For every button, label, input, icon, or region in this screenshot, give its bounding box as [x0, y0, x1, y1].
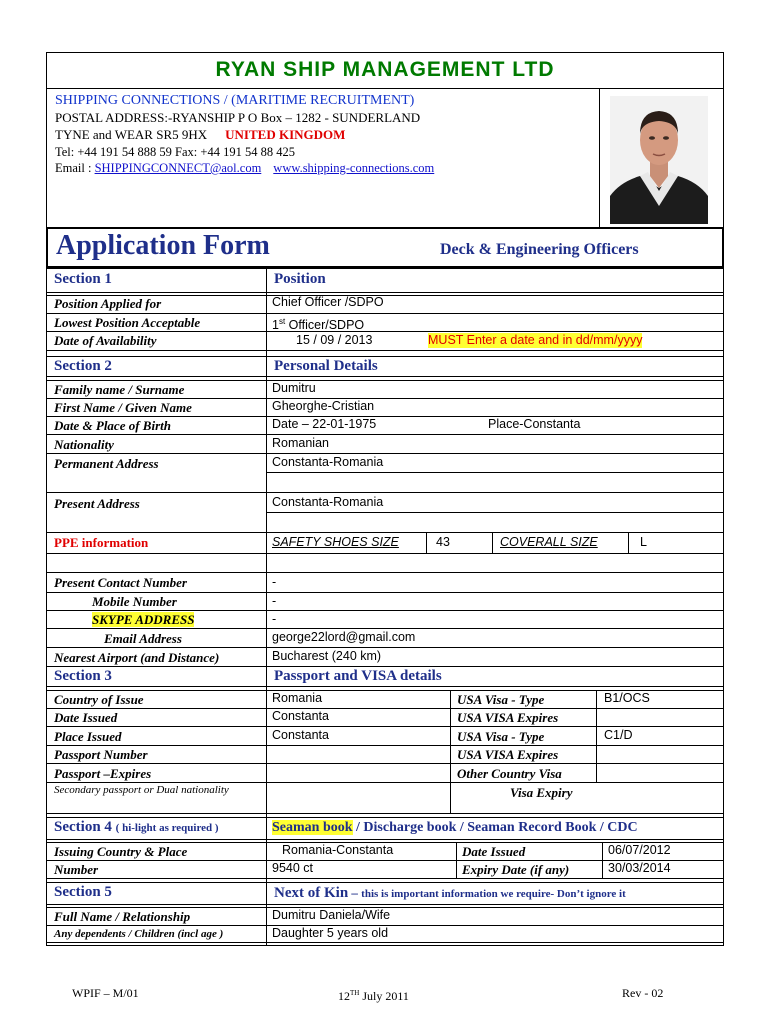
birth-place-value[interactable]: Place-Constanta: [488, 417, 581, 431]
position-applied-label: Position Applied for: [54, 296, 162, 311]
ppe-divider-3: [628, 532, 629, 553]
company-name: RYAN SHIP MANAGEMENT LTD: [215, 58, 555, 81]
availability-note: MUST Enter a date and in dd/mm/yyyy: [428, 333, 643, 347]
place-issued-label: Place Issued: [54, 729, 122, 744]
date-issued-label: Date Issued: [54, 710, 118, 725]
rule: [46, 745, 724, 746]
contact-number-label: Present Contact Number: [54, 575, 187, 590]
s4-divider-b: [602, 842, 603, 878]
present-address-value[interactable]: Constanta-Romania: [272, 495, 384, 509]
photo-divider: [599, 88, 600, 228]
usa-visa-type2-label: USA Visa - Type: [457, 729, 545, 744]
rule: [46, 380, 724, 381]
rule: [46, 376, 724, 377]
header-line4: Tel: +44 191 54 888 59 Fax: +44 191 54 88 425: [55, 145, 295, 159]
applicant-photo: [610, 96, 708, 224]
country-issue-value[interactable]: Romania: [272, 691, 323, 705]
section5-title-text: Next of Kin: [274, 885, 349, 901]
s4-divider-a: [456, 842, 457, 878]
book-date-issued-value[interactable]: 06/07/2012: [608, 843, 671, 857]
s3-divider-b: [596, 690, 597, 782]
section5-dash: –: [348, 885, 362, 900]
rule: [46, 610, 724, 611]
header-line1: SHIPPING CONNECTIONS / (MARITIME RECRUITMENT): [55, 93, 415, 108]
visa-expiry-label: Visa Expiry: [510, 785, 573, 800]
airport-label: Nearest Airport (and Distance): [54, 650, 220, 665]
footer-date-day: 12: [338, 989, 350, 1003]
rule: [46, 878, 724, 879]
lowest-position-label: Lowest Position Acceptable: [54, 315, 201, 330]
label-column-divider: [266, 268, 267, 946]
email-address-value[interactable]: george22lord@gmail.com: [272, 630, 416, 644]
header-line3: [55, 127, 345, 142]
footer-form-code: WPIF – M/01: [72, 986, 139, 1000]
email-link[interactable]: SHIPPINGCONNECT@aol.com: [94, 161, 262, 175]
issuing-country-label: Issuing Country & Place: [54, 844, 188, 859]
section5-note: this is important information we require- Don’t ignore it: [361, 888, 626, 900]
nationality-value[interactable]: Romanian: [272, 436, 329, 450]
lowest-position-rest: Officer/SDPO: [285, 318, 365, 333]
first-name-label: First Name / Given Name: [54, 400, 192, 415]
rule: [46, 839, 724, 840]
lowest-position-value[interactable]: [272, 314, 364, 333]
rule: [46, 416, 724, 417]
issuing-country-value[interactable]: Romania-Constanta: [282, 843, 394, 857]
present-address-label: Present Address: [54, 496, 140, 511]
airport-value[interactable]: Bucharest (240 km): [272, 649, 382, 663]
section4-books: [272, 820, 638, 836]
section4-heading: [54, 820, 219, 836]
email-address-label: Email Address: [104, 631, 182, 646]
section5-title: [274, 885, 626, 902]
rule: [46, 292, 724, 293]
rule: [46, 492, 724, 493]
form-subtitle: Deck & Engineering Officers: [440, 241, 639, 258]
usa-visa-type2-value[interactable]: C1/D: [604, 728, 633, 742]
header-line5: [55, 161, 434, 176]
permanent-address-value[interactable]: Constanta-Romania: [272, 455, 384, 469]
footer-date: [338, 986, 409, 1004]
kin-name-value[interactable]: Dumitru Daniela/Wife: [272, 908, 391, 922]
date-issued-value[interactable]: Constanta: [272, 709, 329, 723]
usa-visa-type-value[interactable]: B1/OCS: [604, 691, 650, 705]
rule: [46, 350, 724, 351]
skype-label: SKYPE ADDRESS: [92, 612, 195, 627]
footer-date-rest: July 2011: [359, 989, 409, 1003]
place-issued-value[interactable]: Constanta: [272, 728, 329, 742]
rule: [46, 882, 724, 883]
rule: [46, 331, 724, 332]
rule: [46, 666, 724, 667]
country-issue-label: Country of Issue: [54, 692, 144, 707]
other-book-options: / Discharge book / Seaman Record Book / CDC: [352, 820, 638, 835]
header-line2: POSTAL ADDRESS:-RYANSHIP P O Box – 1282 - SUNDERLAND: [55, 110, 421, 125]
seaman-book-option[interactable]: Seaman book: [272, 820, 353, 835]
ppe-divider-1: [426, 532, 427, 553]
rule: [46, 553, 724, 554]
dependents-label: Any dependents / Children (incl age ): [54, 928, 224, 940]
header-country: UNITED KINGDOM: [225, 127, 346, 142]
lowest-position-sup: st: [278, 317, 286, 326]
rule: [266, 512, 724, 513]
rule: [46, 647, 724, 648]
ppe-label: PPE information: [54, 535, 149, 550]
book-date-issued-label: Date Issued: [462, 844, 526, 859]
rule: [46, 592, 724, 593]
book-number-label: Number: [54, 862, 99, 877]
footer-date-sup: TH: [350, 989, 360, 997]
shoes-size-label: SAFETY SHOES SIZE: [272, 535, 399, 549]
section4-note: ( hi-light as required ): [115, 822, 219, 834]
footer-revision: Rev - 02: [622, 986, 664, 1000]
rule: [46, 453, 724, 454]
rule: [46, 686, 724, 687]
availability-label: Date of Availability: [54, 333, 157, 348]
rule: [46, 813, 724, 814]
passport-number-label: Passport Number: [54, 747, 148, 762]
rule: [46, 708, 724, 709]
other-visa-label: Other Country Visa: [457, 766, 562, 781]
family-name-value[interactable]: Dumitru: [272, 381, 316, 395]
rule: [46, 628, 724, 629]
mobile-number-label: Mobile Number: [92, 594, 177, 609]
dependents-value[interactable]: Daughter 5 years old: [272, 926, 389, 940]
ppe-divider-2: [492, 532, 493, 553]
section2-title: Personal Details: [274, 358, 378, 374]
usa-visa-expires-label: USA VISA Expires: [457, 710, 559, 725]
book-number-value[interactable]: 9540 ct: [272, 861, 314, 875]
rule: [46, 434, 724, 435]
secondary-passport-label: Secondary passport or Dual nationality: [54, 784, 229, 796]
header-divider: [46, 88, 724, 89]
passport-expires-label: Passport –Expires: [54, 766, 152, 781]
nationality-label: Nationality: [54, 437, 114, 452]
contact-number-value[interactable]: -: [272, 575, 277, 589]
availability-value[interactable]: 15 / 09 / 2013: [296, 333, 373, 347]
book-expiry-label: Expiry Date (if any): [462, 862, 570, 877]
section1-heading: Section 1: [54, 271, 112, 287]
section2-heading: Section 2: [54, 358, 112, 374]
permanent-address-label: Permanent Address: [54, 456, 159, 471]
kin-name-label: Full Name / Relationship: [54, 909, 191, 924]
birth-label: Date & Place of Birth: [54, 418, 171, 433]
rule: [46, 313, 724, 314]
position-applied-value[interactable]: Chief Officer /SDPO: [272, 295, 384, 309]
rule: [46, 817, 724, 818]
rule: [266, 472, 724, 473]
section4-heading-text: Section 4: [54, 819, 112, 835]
website-link[interactable]: www.shipping-connections.com: [273, 161, 435, 175]
rule: [46, 942, 724, 943]
first-name-value[interactable]: Gheorghe-Cristian: [272, 399, 375, 413]
email-label: Email :: [55, 161, 95, 175]
header-line3-a: TYNE and WEAR SR5 9HX: [55, 127, 208, 142]
form-title: Application Form: [56, 230, 270, 261]
section3-heading: Section 3: [54, 668, 112, 684]
rule: [46, 726, 724, 727]
family-name-label: Family name / Surname: [54, 382, 185, 397]
lowest-position-num: 1: [272, 318, 279, 333]
usa-visa-expires2-label: USA VISA Expires: [457, 747, 559, 762]
rule: [46, 904, 724, 905]
mobile-number-value[interactable]: -: [272, 594, 277, 608]
usa-visa-type-label: USA Visa - Type: [457, 692, 545, 707]
coverall-size-value[interactable]: L: [640, 535, 647, 549]
rule: [46, 532, 724, 533]
book-expiry-value[interactable]: 30/03/2014: [608, 861, 671, 875]
birth-date-value[interactable]: Date – 22-01-1975: [272, 417, 377, 431]
section1-title: Position: [274, 271, 326, 287]
rule: [46, 782, 724, 783]
section5-heading: Section 5: [54, 884, 112, 900]
section3-title: Passport and VISA details: [274, 668, 442, 684]
s3-divider-a: [450, 690, 451, 813]
coverall-size-label: COVERALL SIZE: [500, 535, 598, 549]
rule: [46, 356, 724, 357]
shoes-size-value[interactable]: 43: [436, 535, 450, 549]
skype-value[interactable]: -: [272, 612, 277, 626]
rule: [46, 763, 724, 764]
rule: [46, 398, 724, 399]
rule: [46, 572, 724, 573]
